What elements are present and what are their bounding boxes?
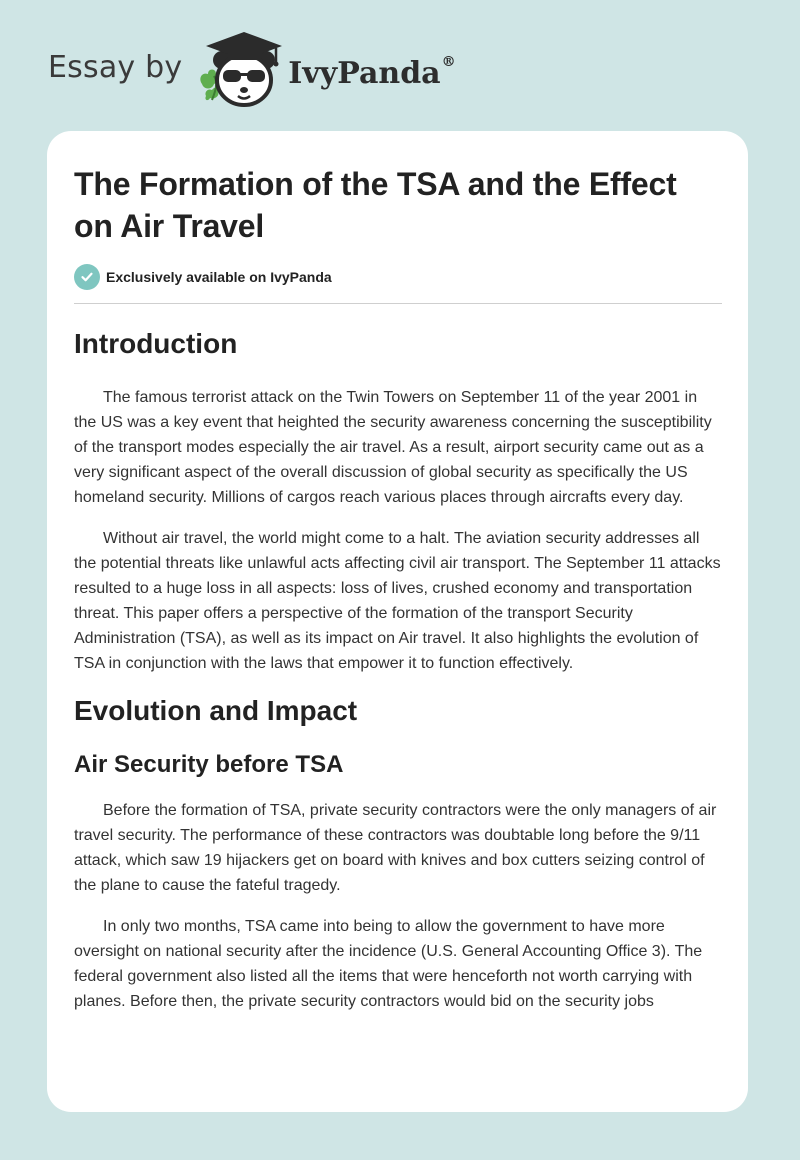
paragraph: Before the formation of TSA, private security contractors were the only managers of air travel security. The performance of these contractors was doubtable long before the 9/11 attack, which saw 19 hijackers get on board with knives and box cutters seizing control of the plane to cause the fateful tragedy. xyxy=(74,802,717,894)
essay-card xyxy=(47,131,748,1112)
exclusive-badge-label: Exclusively available on IvyPanda xyxy=(106,269,332,285)
exclusive-badge xyxy=(74,263,722,291)
section-heading-introduction: Introduction xyxy=(74,328,238,359)
page-title: The Formation of the TSA and the Effect on Air Travel xyxy=(74,166,677,244)
site-header xyxy=(48,30,456,110)
check-icon xyxy=(74,264,100,290)
paragraph: Without air travel, the world might come to a halt. The aviation security addresses all the potential threats like unlawful acts affecting civil air transport. The September 11 attacks resulted to a huge loss in all aspects: loss of lives, crushed economy and transportation threat. This paper offers a perspective of the formation of the transport Security Administration (TSA), as well as its impact on Air travel. It also highlights the evolution of TSA in conjunction with the laws that empower it to function effectively. xyxy=(74,530,721,672)
subsection-heading-air-security: Air Security before TSA xyxy=(74,751,344,778)
paragraph: The famous terrorist attack on the Twin Towers on September 11 of the year 2001 in the US was a key event that heighted the security awareness concerning the susceptibility of the transport modes especially the air travel. As a result, airport security came out as a very significant aspect of the overall discussion of global security as specifically the US homeland security. Millions of cargos reach various places through aircrafts every day. xyxy=(74,389,712,506)
divider xyxy=(74,303,722,304)
essay-by-label: Essay by xyxy=(48,49,183,85)
brand-name: IvyPanda xyxy=(288,55,441,91)
brand-wordmark[interactable] xyxy=(288,53,456,91)
section-heading-evolution: Evolution and Impact xyxy=(74,695,358,726)
registered-mark: ® xyxy=(441,53,456,70)
paragraph: In only two months, TSA came into being to allow the government to have more oversight on national security after the incidence (U.S. General Accounting Office 3). The federal government also listed all the items that were henceforth not worth carrying with planes. Before then, the private security contractors would bid on the security jobs xyxy=(74,918,703,1010)
panda-logo-icon xyxy=(196,30,284,110)
